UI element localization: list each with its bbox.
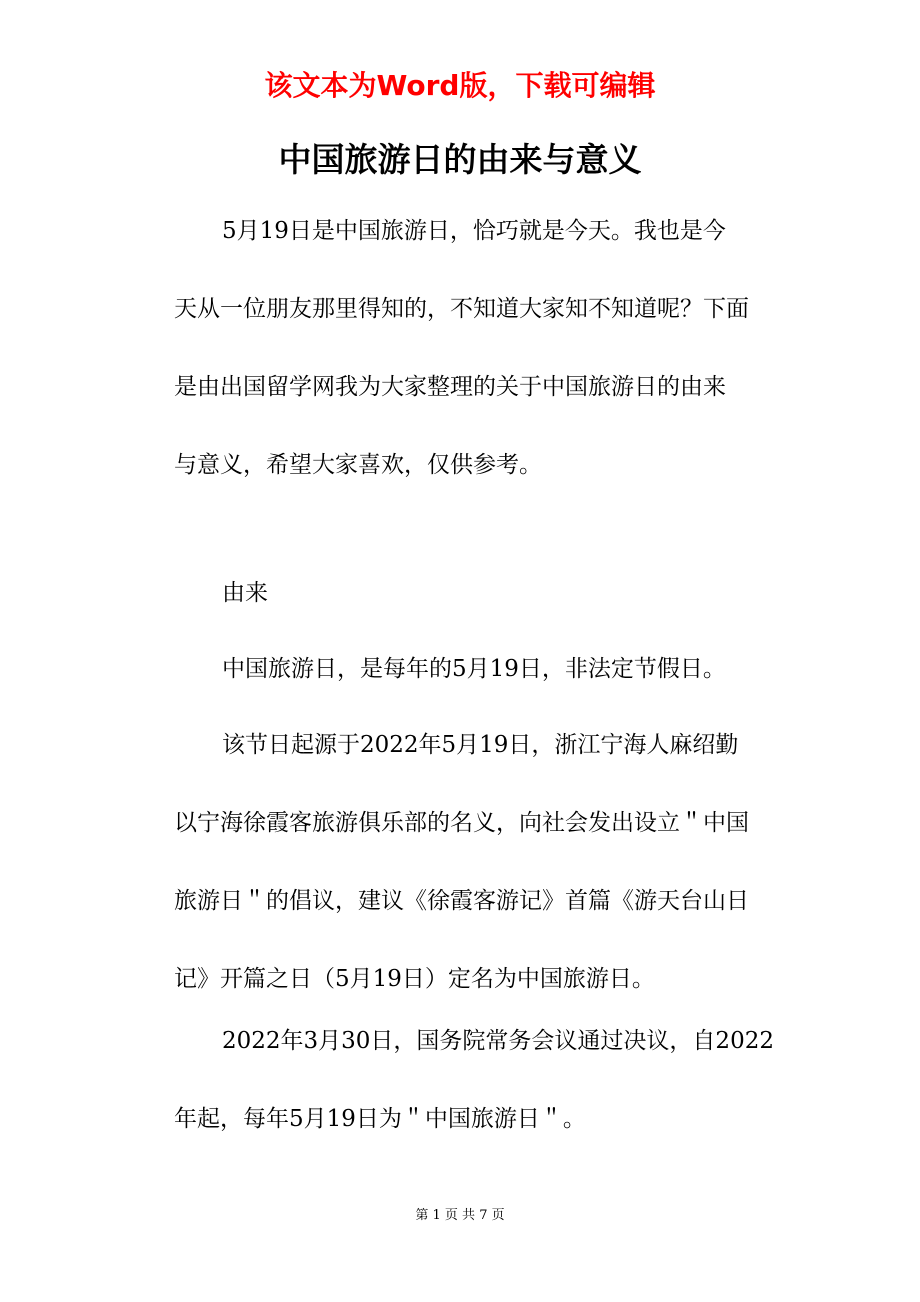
paragraph-line: 以宁海徐霞客旅游俱乐部的名义，向社会发出设立＂中国 [174,810,749,836]
intro-line: 天从一位朋友那里得知的，不知道大家知不知道呢？下面 [174,296,749,322]
page-footer: 第 1 页 共 7 页 [415,1208,505,1223]
document-title: 中国旅游日的由来与意义 [278,140,642,179]
paragraph-line: 该节日起源于2022年5月19日，浙江宁海人麻绍勤 [222,732,739,758]
paragraph-line: 2022年3月30日，国务院常务会议通过决议，自2022 [222,1028,774,1054]
word-version-banner: 该文本为Word版，下载可编辑 [264,69,656,102]
paragraph-1 [174,630,782,708]
paragraph-3 [174,1002,782,1158]
paragraph-2 [174,706,782,1018]
paragraph-line: 旅游日＂的倡议，建议《徐霞客游记》首篇《游天台山日 [174,888,749,914]
intro-line: 是由出国留学网我为大家整理的关于中国旅游日的由来 [174,374,726,400]
section-heading: 由来 [222,580,268,606]
intro-paragraph [174,192,782,504]
section-heading-block [174,554,782,632]
intro-line: 5月19日是中国旅游日，恰巧就是今天。我也是今 [222,218,726,244]
paragraph-line: 年起，每年5月19日为＂中国旅游日＂。 [174,1106,586,1132]
paragraph-line: 中国旅游日，是每年的5月19日，非法定节假日。 [222,656,726,682]
paragraph-line: 记》开篇之日（5月19日）定名为中国旅游日。 [174,966,655,992]
intro-line: 与意义，希望大家喜欢，仅供参考。 [174,452,542,478]
